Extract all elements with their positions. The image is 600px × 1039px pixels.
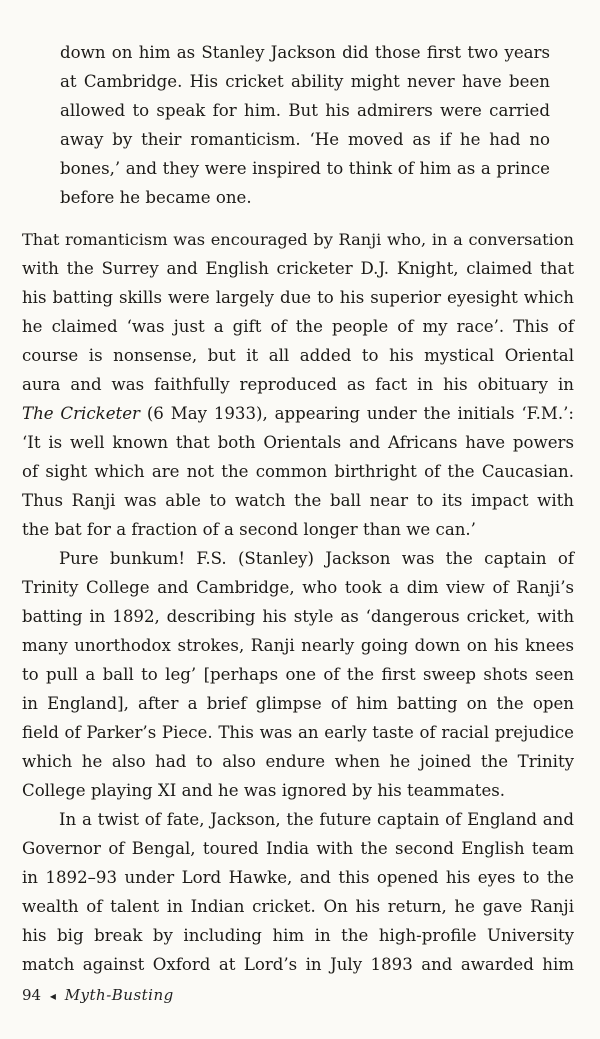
indented-quote-block — [60, 38, 550, 212]
text-line: College playing XI and he was ignored by his teammates. — [22, 781, 506, 800]
text-line: the bat for a fraction of a second longer than we can.’ — [22, 520, 476, 539]
paragraph-twist-of-fate — [22, 805, 574, 979]
text-line: That romanticism was encouraged by Ranji who, in a conversation — [22, 230, 574, 249]
text-line: his big break by including him in the high-profile University — [22, 926, 574, 945]
text-line: of sight which are not the common birthright of the Caucasian. — [22, 462, 574, 481]
text-line: Governor of Bengal, toured India with the second English team — [22, 839, 574, 858]
text-line: ‘It is well known that both Orientals and Africans have powers — [22, 433, 574, 452]
text-line: batting in 1892, describing his style as ‘dangerous cricket, with — [22, 607, 574, 626]
text-fragment: (6 May 1933), appearing under the initials ‘F.M.’: — [139, 404, 574, 423]
text-line: to pull a ball to leg’ [perhaps one of the first sweep shots seen — [22, 665, 574, 684]
paragraph-romanticism — [22, 225, 574, 544]
text-line: wealth of talent in Indian cricket. On his return, he gave Ranji — [22, 897, 574, 916]
text-line: which he also had to also endure when he joined the Trinity — [22, 752, 574, 771]
text-line: course is nonsense, but it all added to his mystical Oriental — [22, 346, 574, 365]
text-line: in 1892–93 under Lord Hawke, and this opened his eyes to the — [22, 868, 574, 887]
text-line — [22, 399, 574, 428]
text-line: Thus Ranji was able to watch the ball near to its impact with — [22, 491, 574, 510]
text-line: down on him as Stanley Jackson did those first two years — [60, 43, 550, 62]
text-line: Pure bunkum! F.S. (Stanley) Jackson was the captain of — [59, 549, 574, 568]
text-line: he claimed ‘was just a gift of the people of my race’. This of — [22, 317, 574, 336]
text-line: in England], after a brief glimpse of him batting on the open — [22, 694, 574, 713]
paragraph-bunkum — [22, 544, 574, 805]
text-line: his batting skills were largely due to his superior eyesight which — [22, 288, 574, 307]
text-line: bones,’ and they were inspired to think of him as a prince — [60, 159, 550, 178]
text-line: aura and was faithfully reproduced as fact in his obituary in — [22, 375, 574, 394]
text-line: before he became one. — [60, 188, 252, 207]
publication-title: The Cricketer — [22, 404, 140, 423]
text-line: at Cambridge. His cricket ability might never have been — [60, 72, 550, 91]
text-line: away by their romanticism. ‘He moved as if he had no — [60, 130, 550, 149]
text-line: allowed to speak for him. But his admirers were carried — [60, 101, 550, 120]
text-line: many unorthodox strokes, Ranji nearly going down on his knees — [22, 636, 574, 655]
text-line: In a twist of fate, Jackson, the future captain of England and — [59, 810, 574, 829]
arrow-left-icon: ◂ — [49, 989, 56, 1003]
text-line: match against Oxford at Lord’s in July 1893 and awarded him — [22, 955, 574, 974]
page-number: 94 — [22, 986, 42, 1004]
text-line: Trinity College and Cambridge, who took a dim view of Ranji’s — [22, 578, 574, 597]
text-line: with the Surrey and English cricketer D.J. Knight, claimed that — [22, 259, 574, 278]
page-footer — [22, 986, 174, 1004]
section-title: Myth-Busting — [64, 986, 174, 1004]
body-text — [22, 225, 574, 979]
text-line: field of Parker’s Piece. This was an early taste of racial prejudice — [22, 723, 574, 742]
